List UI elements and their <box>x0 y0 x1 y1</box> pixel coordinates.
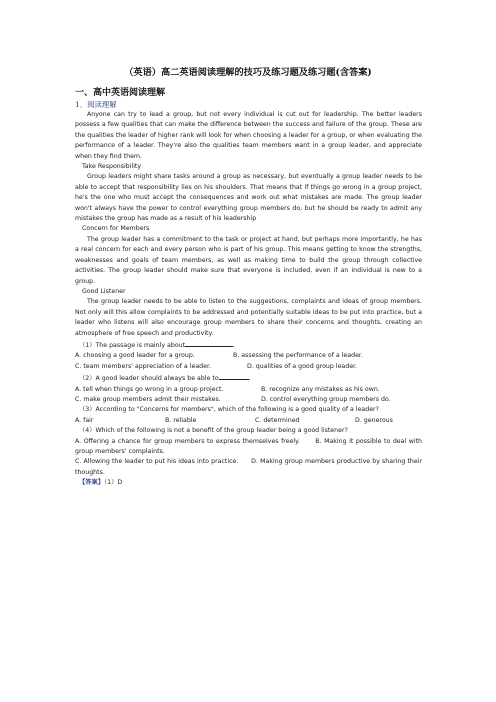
option-1d: D. qualities of a good group leader. <box>247 362 358 370</box>
question-2-stem: （2）A good leader should always be able to . <box>75 372 422 384</box>
question-2-options-cd <box>75 395 422 405</box>
question-4-stem: （4）Which of the following is not a benefit of the group leader being a good listener? <box>79 427 348 435</box>
option-4b: B. Making it possible to deal with group members' complaints. <box>75 437 423 455</box>
option-1a: A. choosing a good leader for a group. <box>75 352 195 360</box>
option-4c: C. Allowing the leader to put his ideas into practice. <box>75 458 239 466</box>
question-3-options <box>75 416 422 426</box>
answer-text: （1）D <box>104 479 123 487</box>
passage-body <box>75 110 422 489</box>
subheading-take-responsibility: Take Responsibility <box>82 163 142 171</box>
question-label: 1．阅读理解 <box>75 100 117 109</box>
subheading-concern-for-members: Concern for Members <box>82 225 150 233</box>
paragraph-concern: The group leader has a commitment to the task or project at hand, but perhaps more importantly, he has a real concern for each and every person who is part of his group. This means getting to know the strengths, weaknesses and goals of team members, as well as making time to build the group through collective activities. The group leader should make sure that everyone is included, even if an individual is new to a group. <box>75 235 422 285</box>
option-1b: B. assessing the performance of a leader. <box>233 352 363 360</box>
question-2-options-ab <box>75 385 422 395</box>
option-2a: A. tell when things go wrong in a group project. <box>75 385 224 393</box>
option-2c: C. make group members admit their mistakes. <box>75 395 221 403</box>
answer-label: 【答案】 <box>79 479 104 487</box>
option-3c: C. determined <box>255 416 300 424</box>
question-1-options-cd <box>75 362 422 372</box>
answer-blank <box>219 372 249 380</box>
question-1-options-ab <box>75 351 422 361</box>
question-4-options-cd <box>75 457 422 478</box>
subheading-good-listener: Good Listener <box>82 287 126 295</box>
paragraph-intro: Anyone can try to lead a group, but not every individual is cut out for leadership. The better leaders possess a few qualities that can make the difference between the success and failure of the group. These are the qualities the leader of higher rank will look for when choosing a leader for a group, or when evaluating the performance of a leader. They're also the qualities team members want in a group leader, and appreciate when they find them. <box>75 111 422 160</box>
question-4-options-ab <box>75 437 422 458</box>
question-3-stem: （3）According to "Concerns for members", which of the following is a good quality of a leader? <box>79 406 379 414</box>
option-3a: A. fair <box>75 416 94 424</box>
option-2b: B. recognize any mistakes as his own. <box>261 385 380 393</box>
paragraph-responsibility: Group leaders might share tasks around a group as necessary, but eventually a group leader needs to be able to accept that responsibility lies on his shoulders. That means that if things go wrong in a group project, he's the one who must accept the consequences and work out what mistakes are made. The group leader won't always have the power to control everything group members do, but he should be ready to admit any mistakes the group has made as a result of his leadership <box>75 173 422 223</box>
question-1-stem: （1）The passage is mainly about . <box>75 339 422 351</box>
document-title: （英语）高二英语阅读理解的技巧及练习题及练习题(含答案) <box>124 67 372 78</box>
option-4d: D. Making group members productive by sharing their thoughts. <box>75 458 423 476</box>
answer-blank <box>185 339 233 347</box>
option-4a: A. Offering a chance for group members to express themselves freely. <box>75 437 300 445</box>
option-3b: B. reliable <box>165 416 197 424</box>
section-heading: 一、高中英语阅读理解 <box>75 88 166 98</box>
option-2d: D. control everything group members do. <box>261 395 391 403</box>
answer-line <box>75 478 422 488</box>
paragraph-listener: The group leader needs to be able to listen to the suggestions, complaints and ideas of group members. Not only will this allow complaints to be addressed and potentially suitable ideas to be put into practice, but a leader who listens will also encourage group members to share their concerns and thoughts, creating an atmosphere of free speech and productivity. <box>75 298 422 337</box>
option-1c: C. team members' appreciation of a leader. <box>75 362 211 370</box>
option-3d: D. generous <box>355 416 393 424</box>
